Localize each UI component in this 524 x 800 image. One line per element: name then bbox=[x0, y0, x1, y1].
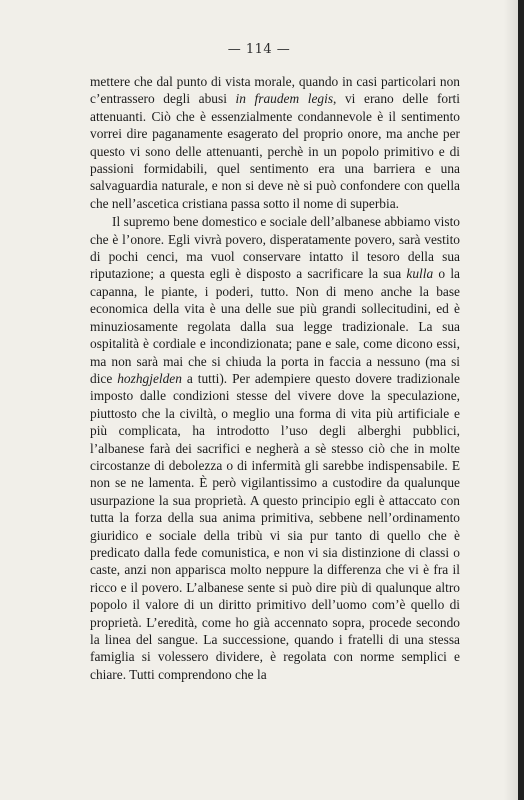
albanian-term-hozhgjelden: hozhgjelden bbox=[117, 370, 182, 386]
text-segment: Il supremo bene domestico e sociale dell’albanese abbiamo visto che è l’onore. Egli vivrà povero, disperatamente povero, sarà vestito di pochi cenci, ma vuol conservare intatto il tesoro della sua riputazione; a questa egli è disposto a sacrificare la sua bbox=[90, 214, 460, 282]
paragraph-2 bbox=[90, 213, 460, 683]
paragraph-1 bbox=[90, 73, 460, 212]
page-number: — 114 — bbox=[227, 42, 291, 57]
text-segment: , vi erano delle forti attenuanti. Ciò che è essenzialmente condannevole è il sentimento vorrei dire paganamente esagerato del proprio onore, ma anche per questo vi sono delle attenuanti, perchè in un popolo primitivo e di passioni formidabili, quel sentimento era una barriera e una salvaguardia naturale, e non si deve nè si può confondere con quella che nell’ascetica cristiana passa sotto il nome di superbia. bbox=[90, 91, 460, 211]
text-segment: a tutti). Per adempiere questo dovere tradizionale imposto dalle condizioni stesse del vivere dove la speculazione, piuttosto che la civiltà, o meglio una forma di vita più artificiale e più complicata, ha introdotto l’uso degli alberghi pubblici, l’albanese farà dei sacrifici e negherà a sè stesso ciò che in molte circostanze di debolezza o di infermità gli sarebbe indispensabile. E non se ne lamenta. È però vigilantissimo a custodire da qualunque usurpazione la sua proprietà. A questo principio egli è attaccato con tutta la forza della sua anima primitiva, sebbene nell’ordinamento giuridico e sociale della tribù vi sia pur tanto di quello che è predicato dalla fede comunistica, e non vi sia distinzione di classi o caste, anzi non apparisca molto neppure la differenza che vi è fra il ricco e il povero. L’albanese sente si può dire più di qualunque altro popolo il valore di un diritto primitivo dell’uomo com’è quello di proprietà. L’eredità, come ho già accennato sopra, procede secondo la linea del sangue. La successione, quando i fratelli di una stessa famiglia si volessero dividere, è regolata con norme semplici e chiare. Tutti comprendono che la bbox=[90, 370, 460, 682]
text-segment: o la capanna, le piante, i poderi, tutto. Non di meno anche la base economica della vita è una delle sue più grandi sollecitudini, ed è minuziosamente regolata dalla sua legge tradizionale. La sua ospitalità è cordiale e incondizionata; pane e sale, come dicono essi, ma non sarà mai che si chiuda la porta in faccia a nessuno (ma si dice bbox=[90, 266, 460, 386]
text-segment: mettere che dal punto di vista morale, quando in casi particolari non c’entrassero degli abusi bbox=[90, 74, 460, 107]
body-text bbox=[90, 73, 460, 683]
albanian-term-kulla: kulla bbox=[406, 266, 434, 282]
page-edge-shadow bbox=[504, 0, 518, 800]
latin-phrase: in fraudem legis bbox=[235, 91, 334, 107]
